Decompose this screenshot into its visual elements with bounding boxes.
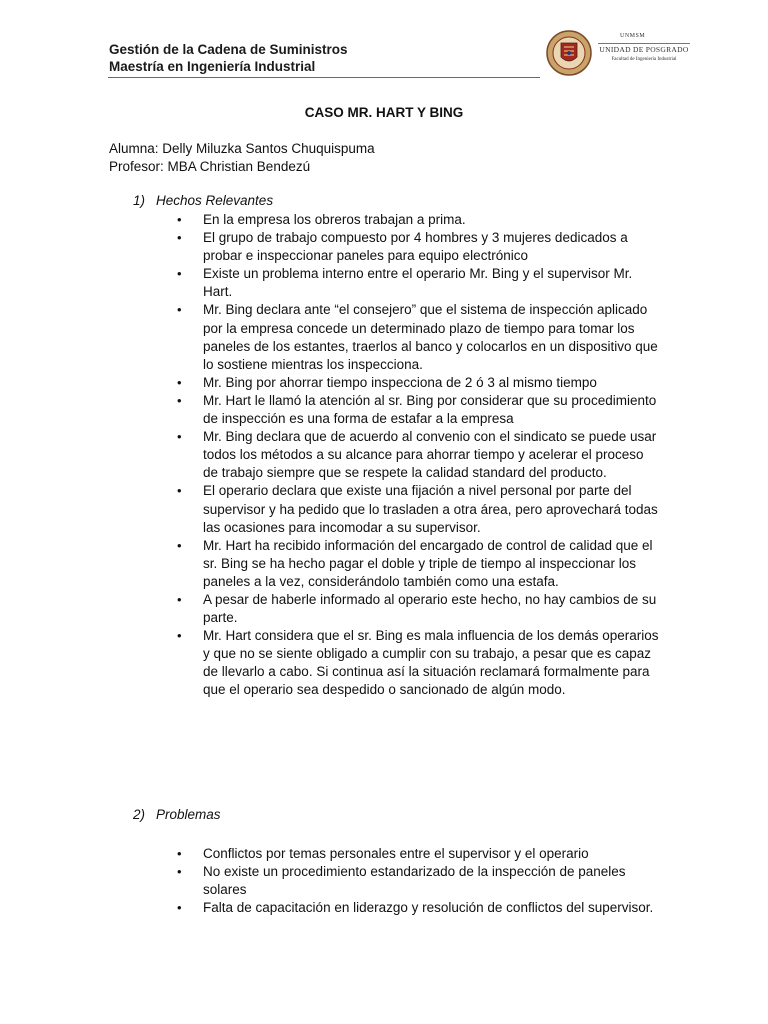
bullet-icon: • (177, 900, 182, 916)
bullet-icon: • (177, 230, 182, 246)
list-item-text: El grupo de trabajo compuesto por 4 hombres y 3 mujeres dedicados a probar e inspeccionar paneles para equipo electrónico (203, 230, 628, 264)
bullet-icon: • (177, 266, 182, 282)
list-item (176, 537, 660, 591)
list-item-text: El operario declara que existe una fijación a nivel personal por parte del supervisor y ha pedido que lo trasladen a otra área, pero aprovechará todas las ocasiones para incomodar a su supervisor. (203, 483, 658, 535)
bullet-icon: • (177, 429, 182, 445)
logo-university-name: UNMSM (620, 33, 646, 39)
bullet-icon: • (177, 392, 182, 408)
list-item (176, 482, 660, 536)
program-title: Maestría en Ingeniería Industrial (109, 59, 316, 74)
bullet-icon: • (177, 212, 182, 227)
section-number: 2) (133, 807, 146, 822)
university-seal-icon (544, 29, 594, 77)
list-item (176, 845, 660, 863)
professor-name: Profesor: MBA Christian Bendezú (109, 159, 311, 174)
bullet-icon: • (177, 483, 182, 499)
list-item (176, 374, 660, 392)
bullet-icon: • (177, 537, 182, 553)
list-item (176, 899, 660, 917)
list-item-text: Mr. Hart le llamó la atención al sr. Bing por considerar que su procedimiento de inspección es una forma de estafar a la empresa (203, 392, 657, 427)
page-title: CASO MR. HART Y BING (304, 105, 464, 120)
logo-faculty-name: Facultad de Ingeniería Industrial (611, 57, 677, 62)
university-logo (544, 29, 692, 77)
list-item (176, 591, 660, 627)
section-number: 1) (133, 193, 146, 208)
list-item (176, 265, 660, 301)
list-item (176, 428, 660, 482)
list-item-text: Conflictos por temas personales entre el supervisor y el operario (203, 846, 589, 861)
list-item (176, 392, 660, 428)
course-title: Gestión de la Cadena de Suministros (109, 42, 348, 57)
section-title: Hechos Relevantes (156, 193, 274, 208)
list-item-text: No existe un procedimiento estandarizado de la inspección de paneles solares (203, 864, 626, 898)
list-item-text: Falta de capacitación en liderazgo y resolución de conflictos del supervisor. (203, 900, 654, 916)
list-item-text: Mr. Bing declara que de acuerdo al convenio con el sindicato se puede usar todos los métodos a su alcance para ahorrar tiempo y acelerar el proceso de trabajo siempre que se respete la calidad standard del producto. (203, 429, 657, 481)
document-header (109, 41, 348, 75)
list-item (176, 229, 660, 265)
header-divider (108, 77, 540, 78)
bullet-icon: • (177, 302, 182, 318)
section-heading-facts (133, 193, 273, 208)
list-item-text: Mr. Hart ha recibido información del encargado de control de calidad que el sr. Bing se ha hecho pagar el doble y triple de tiempo al inspeccionar los paneles a la vez, considerándolo también como una estafa. (203, 537, 653, 589)
list-item-text: En la empresa los obreros trabajan a prima. (203, 212, 466, 227)
bullet-icon: • (177, 846, 182, 861)
list-item-text: Mr. Bing por ahorrar tiempo inspecciona de 2 ó 3 al mismo tiempo (203, 374, 597, 390)
section-heading-problems (133, 807, 221, 822)
section-title: Problemas (156, 807, 221, 822)
list-item (176, 627, 660, 699)
logo-unit-name: UNIDAD DE POSGRADO (599, 45, 689, 54)
list-item (176, 211, 660, 229)
bullet-icon: • (177, 374, 182, 390)
list-item (176, 301, 660, 373)
list-item-text: Existe un problema interno entre el operario Mr. Bing y el supervisor Mr. Hart. (203, 266, 633, 300)
list-item-text: Mr. Hart considera que el sr. Bing es mala influencia de los demás operarios y que no se siente obligado a cumplir con su trabajo, a pesar que es capaz de llevarlo a cabo. Si continua así la situación reclamará formalmente para que el operario sea despedido o sancionado de algún modo. (203, 628, 659, 698)
list-item (176, 863, 660, 899)
list-item-text: A pesar de haberle informado al operario este hecho, no hay cambios de su parte. (203, 591, 657, 626)
author-info (109, 140, 375, 176)
student-name: Alumna: Delly Miluzka Santos Chuquispuma (109, 141, 375, 156)
problems-list (176, 845, 660, 917)
list-item-text: Mr. Bing declara ante “el consejero” que el sistema de inspección aplicado por la empresa concede un determinado plazo de tiempo para tomar los paneles de los estantes, traerlos al banco y colocarlos en un dispositivo que lo sostiene mientras los inspecciona. (203, 302, 658, 372)
facts-list (176, 211, 660, 700)
bullet-icon: • (177, 628, 182, 644)
bullet-icon: • (177, 864, 182, 880)
bullet-icon: • (177, 591, 182, 607)
